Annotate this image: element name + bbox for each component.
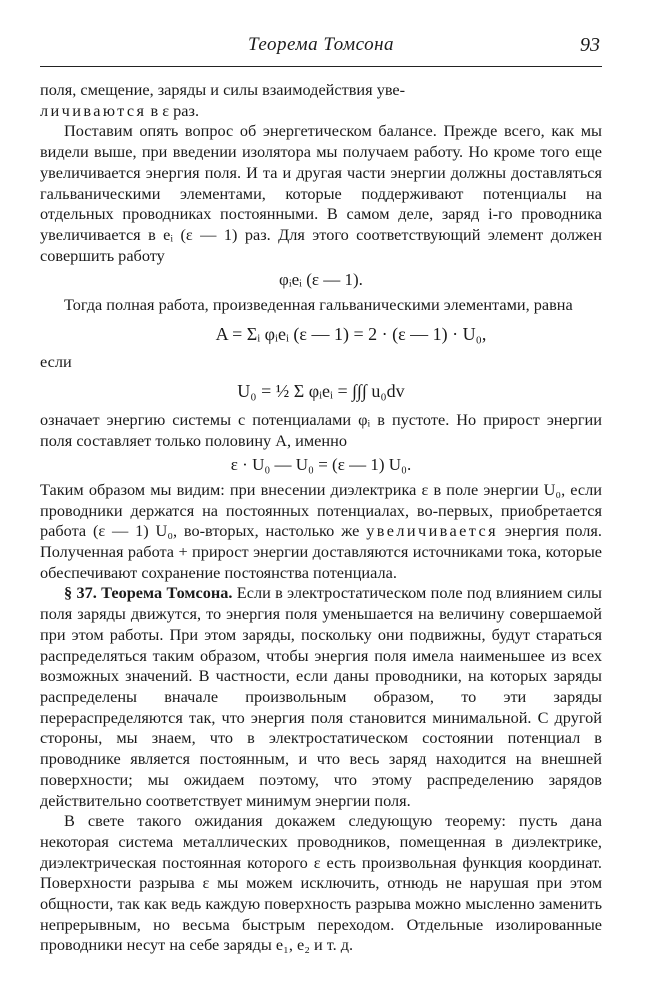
p1-line1: поля, смещение, заряды и силы взаимодействия уве- bbox=[40, 80, 406, 99]
equation-1: φᵢeᵢ (ε — 1). bbox=[279, 270, 363, 290]
paragraph-5: означает энергию системы с потенциалами φᵢ в пустоте. Но прирост энергии поля составляет только половину A, именно bbox=[40, 409, 602, 450]
paragraph-3: Тогда полная работа, произведенная гальваническими элементами, равна bbox=[64, 295, 573, 315]
paragraph-7 bbox=[40, 583, 602, 811]
running-title: Теорема Томсона bbox=[247, 34, 395, 55]
paragraph-4: если bbox=[40, 352, 72, 372]
paragraph-2: Поставим опять вопрос об энергетическом балансе. Прежде всего, как мы видели выше, при введении изолятора мы получаем работу. Но кроме того еще увеличивается энергия поля. И та и другая части энергии должны доставляться гальваническими элементами, которые поддерживают потенциалы на отдельных проводниках постоянными. В самом деле, заряд i-го проводника увеличивается в eᵢ (ε — 1) раз. Для этого соответствующий элемент должен совершить работу bbox=[40, 121, 602, 265]
p1-spaced-word: личиваются bbox=[40, 100, 147, 120]
paragraph-8: В свете такого ожидания докажем следующую теорему: пусть дана некоторая система металлических проводников, помещенная в диэлектрике, диэлектрическая постоянная которого ε есть произвольная функция координат. Поверхности разрыва ε мы можем исключить, отнюдь не нарушая при этом общности, так как ведь каждую поверхность разрыва можно мысленно заменить непрерывным, но весьма быстрым переходом. Отдельные изолированные проводники несут на себе заряды e₁, e₂ и т. д. bbox=[40, 811, 602, 955]
body-text bbox=[40, 80, 602, 956]
p1-line2-rest: в ε раз. bbox=[146, 100, 200, 120]
equation-2: A = Σᵢ φᵢeᵢ (ε — 1) = 2 · (ε — 1) · U₀, bbox=[215, 323, 487, 344]
equation-3: U₀ = ½ Σ φᵢeᵢ = ∫∫∫ u₀dv bbox=[237, 381, 405, 402]
paragraph-6 bbox=[40, 480, 602, 584]
page-header bbox=[40, 30, 602, 64]
paragraph-1-line-1 bbox=[40, 80, 602, 101]
p6-part1: Таким образом мы видим: при внесении диэлектрика ε в поле энергии U₀, если проводники держатся на постоянных потенциалах, во-первых, приобретается работа (ε — 1) U₀, во-вторых, настолько же bbox=[40, 479, 602, 541]
paragraph-1-line-2 bbox=[40, 101, 602, 122]
section-heading: § 37. Теорема Томсона. bbox=[64, 583, 233, 603]
p7-text: Если в электростатическом поле под влиянием силы поля заряды движутся, то энергия поля уменьшается на величину совершаемой при этом работы. При этом заряды, поскольку они подвижны, будут стараться распределяться таким образом, чтобы энергия поля имела наименьшее из всех возможных значений. В частности, если даны проводники, на которых заряды распределены вначале произвольным образом, то эти заряды перераспределяются так, что энергия поля становится минимальной. С другой стороны, мы знаем, что в электростатическом состоянии потенциал в проводнике является постоянным, и что весь заряд находится на внешней поверхности; мы ожидаем поэтому, что этому распределению зарядов действительно соответствует минимум энергии поля. bbox=[40, 583, 602, 810]
page-number: 93 bbox=[580, 34, 600, 56]
header-rule bbox=[40, 66, 602, 67]
p6-spaced-word: увеличивается bbox=[366, 521, 499, 541]
equation-4: ε · U₀ — U₀ = (ε — 1) U₀. bbox=[230, 455, 412, 475]
p6-part2: энергия поля. Полученная работа + прирост энергии доставляются источниками тока, которые обеспечивают сохранение постоянства потенциала. bbox=[40, 521, 602, 582]
